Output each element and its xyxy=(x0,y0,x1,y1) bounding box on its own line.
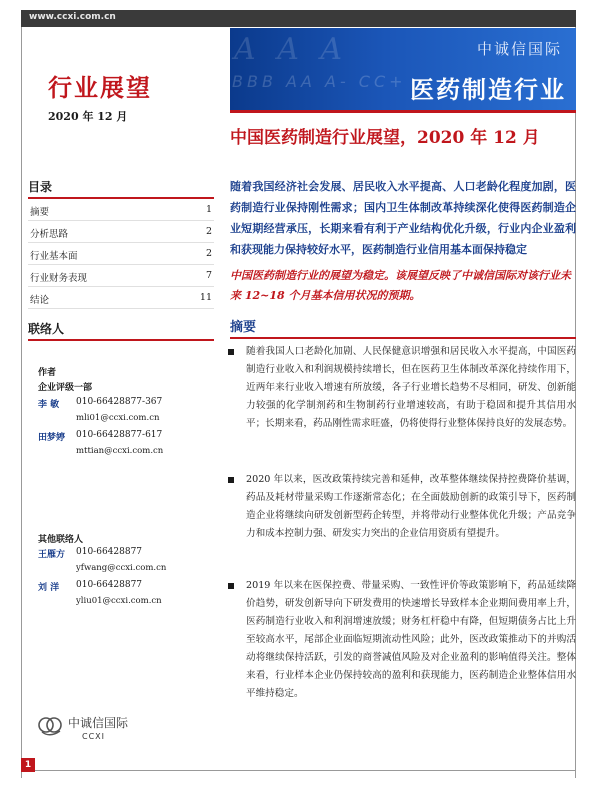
contact-email[interactable]: yfwang@ccxi.com.cn xyxy=(76,563,167,573)
bullet-icon xyxy=(228,583,234,589)
contact-phone: 010-66428877 xyxy=(76,580,143,590)
other-contacts-label: 其他联络人 xyxy=(38,535,84,545)
divider xyxy=(230,110,576,113)
toc-item[interactable] xyxy=(28,199,214,221)
toc-item-page: 2 xyxy=(205,248,212,259)
bullet-icon xyxy=(228,477,234,483)
contact-name: 刘 洋 xyxy=(38,583,60,593)
toc-item[interactable] xyxy=(28,287,214,309)
header-bar xyxy=(21,10,576,27)
contacts-heading: 联络人 xyxy=(28,320,214,341)
logo-text-cn: 中诚信国际 xyxy=(68,716,129,730)
contact-phone: 010-66428877 xyxy=(76,547,143,557)
contact-phone: 010-66428877-617 xyxy=(76,430,163,440)
contact-email[interactable]: mttian@ccxi.com.cn xyxy=(76,446,164,456)
abstract-bullet xyxy=(228,343,576,433)
bullet-text: 随着我国人口老龄化加剧、人民保健意识增强和居民收入水平提高，中国医药制造行业收入和利润规模持续增长，但在医药卫生体制改革深化持续作用下，近两年来行业收入增速有所放缓，各子行业增长趋势不尽相同，研发、创新能力较强的化学制剂药和生物制药行业增速较高，有助于稳固和提升其信用水平；长期来看，药品刚性需求旺盛，仍将使得行业整体保持良好的发展态势。 xyxy=(246,346,576,429)
bullet-text: 2020 年以来，医改政策持续完善和延伸，改革整体继续保持控费降价基调，药品及耗材带量采购工作逐渐常态化；在全面鼓励创新的政策引导下，医药制造企业将继续向研发创新型药企转型，并将带动行业整体优化升级；产品竞争力和成本控制力强、研发实力突出的企业信用资质有望提升。 xyxy=(246,474,576,539)
report-type-title: 行业展望 xyxy=(48,73,152,102)
bullet-icon xyxy=(228,349,234,355)
toc-item-page: 11 xyxy=(199,292,212,303)
contact-name: 田梦婷 xyxy=(38,433,66,443)
toc-item[interactable] xyxy=(28,265,214,287)
banner-brand: 中诚信国际 xyxy=(476,40,562,58)
toc-item[interactable] xyxy=(28,243,214,265)
outlook-note: 中国医药制造行业的展望为稳定。该展望反映了中诚信国际对该行业未来 12~18 个月基本信用状况的预期。 xyxy=(230,269,571,302)
table-of-contents xyxy=(28,178,214,309)
author-label: 作者 xyxy=(38,368,57,378)
toc-item-label: 行业基本面 xyxy=(30,251,78,262)
contact-email[interactable]: mli01@ccxi.com.cn xyxy=(76,413,160,423)
logo-text-en: CCXI xyxy=(82,732,106,741)
toc-item-label: 结论 xyxy=(30,295,50,306)
page-border-left xyxy=(21,10,22,778)
report-date: 2020 年 12 月 xyxy=(48,110,128,123)
toc-item-label: 行业财务表现 xyxy=(30,273,88,284)
ccxi-logo-icon xyxy=(36,712,66,738)
contact-name: 王雁方 xyxy=(38,550,66,560)
toc-item-page: 2 xyxy=(205,226,212,237)
toc-item-label: 摘要 xyxy=(30,207,50,218)
lead-summary: 随着我国经济社会发展、居民收入水平提高、人口老龄化程度加剧，医药制造行业保持刚性需求；国内卫生体制改革持续深化使得医药制造企业短期经营承压，长期来看有利于产业结构优化升级，行业内企业盈利和获现能力保持较好水平，医药制造行业信用基本面保持稳定 xyxy=(230,180,576,256)
toc-heading: 目录 xyxy=(28,178,214,199)
contact-email[interactable]: yliu01@ccxi.com.cn xyxy=(76,596,162,606)
toc-item-page: 7 xyxy=(205,270,212,281)
abstract-heading: 摘要 xyxy=(230,316,576,339)
contacts-section xyxy=(28,320,214,341)
page-number: 1 xyxy=(21,758,35,772)
toc-item[interactable] xyxy=(28,221,214,243)
banner-decoration: A A A xyxy=(234,32,349,67)
banner-industry: 医药制造行业 xyxy=(410,75,566,104)
banner-decoration-2: BBB AA A- CC+ xyxy=(232,72,407,91)
header-url: www.ccxi.com.cn xyxy=(29,12,116,22)
abstract-bullet xyxy=(228,577,576,703)
toc-item-page: 1 xyxy=(205,204,212,215)
contact-name: 李 敏 xyxy=(38,400,60,410)
page-title: 中国医药制造行业展望，2020 年 12 月 xyxy=(230,128,540,148)
footer-divider xyxy=(21,770,576,771)
toc-item-label: 分析思路 xyxy=(30,229,69,240)
dept-label: 企业评级一部 xyxy=(38,383,93,393)
bullet-text: 2019 年以来在医保控费、带量采购、一致性评价等政策影响下，药品延续降价趋势，研发创新导向下研发费用的快速增长导致样本企业期间费用率上升，医药制造行业收入和利润增速放缓；财务杠杆稳中有降，但短期债务占比上升至较高水平，尾部企业面临短期流动性风险；此外，医改政策推动下的并购活动将继续保持活跃，引发的商誉减值风险及对企业盈利的影响值得关注。整体来看，行业样本企业仍保持较高的盈利和获现能力，医药制造企业整体信用水平维持稳定。 xyxy=(246,580,576,699)
banner xyxy=(230,28,576,110)
abstract-bullet xyxy=(228,471,576,543)
contact-phone: 010-66428877-367 xyxy=(76,397,163,407)
